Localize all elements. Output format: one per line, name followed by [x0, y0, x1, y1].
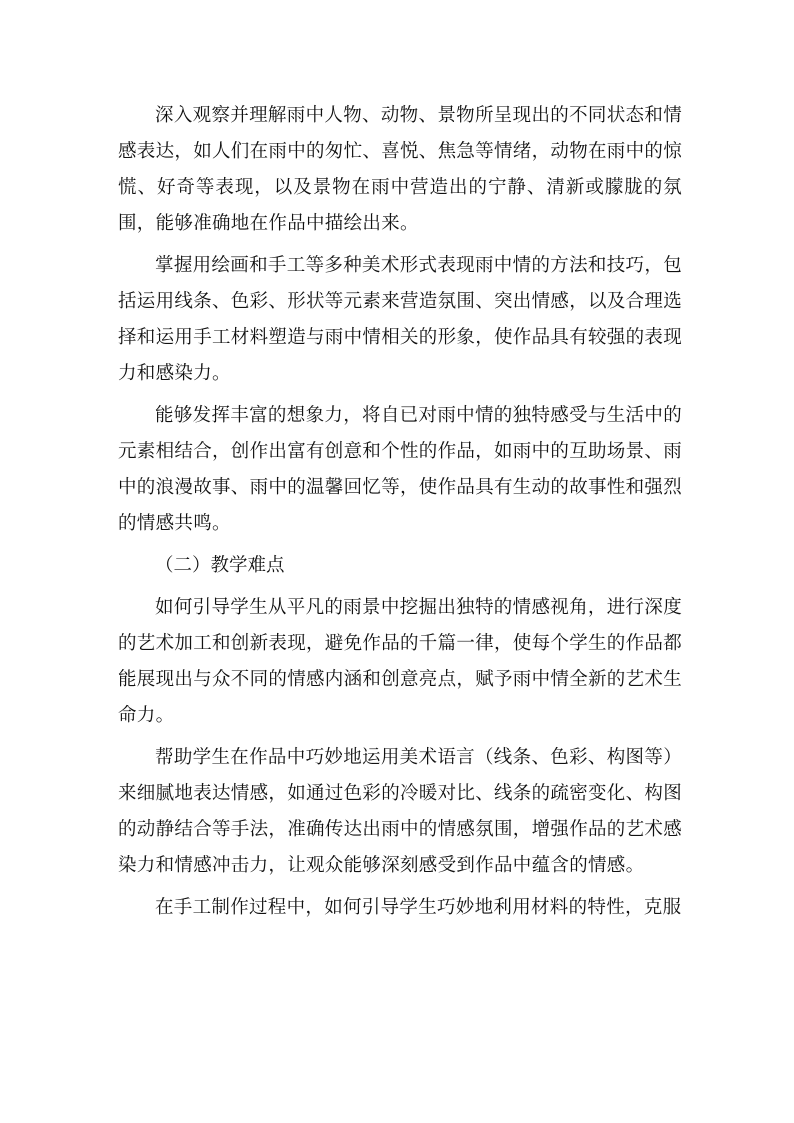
paragraph-difficulty-handcraft: 在手工制作过程中，如何引导学生巧妙地利用材料的特性，克服	[155, 897, 682, 918]
paragraph-difficulty-perspective: 如何引导学生从平凡的雨景中挖掘出独特的情感视角，进行深度的艺术加工和创新表现，避免作品的千篇一律，使每个学生的作品都能展现出与众不同的情感内涵和创意亮点，赋予雨中情全新的艺术生命力。	[118, 597, 683, 726]
paragraph-difficulty-art-language: 帮助学生在作品中巧妙地运用美术语言（线条、色彩、构图等）来细腻地表达情感，如通过色彩的冷暖对比、线条的疏密变化、构图的动静结合等手法，准确传达出雨中的情感氛围，增强作品的艺术感染力和情感冲击力，让观众能够深刻感受到作品中蕴含的情感。	[118, 747, 683, 876]
document-page	[118, 98, 682, 932]
paragraph-observation: 深入观察并理解雨中人物、动物、景物所呈现出的不同状态和情感表达，如人们在雨中的匆忙、喜悦、焦急等情绪，动物在雨中的惊慌、好奇等表现，以及景物在雨中营造出的宁静、清新或朦胧的氛围，能够准确地在作品中描绘出来。	[118, 105, 683, 234]
paragraph-techniques: 掌握用绘画和手工等多种美术形式表现雨中情的方法和技巧，包括运用线条、色彩、形状等元素来营造氛围、突出情感，以及合理选择和运用手工材料塑造与雨中情相关的形象，使作品具有较强的表现力和感染力。	[118, 255, 683, 384]
paragraph-imagination: 能够发挥丰富的想象力，将自已对雨中情的独特感受与生活中的元素相结合，创作出富有创意和个性的作品，如雨中的互助场景、雨中的浪漫故事、雨中的温馨回忆等，使作品具有生动的故事性和强烈的情感共鸣。	[118, 405, 683, 534]
section-heading-teaching-difficulties: （二）教学难点	[155, 555, 285, 576]
